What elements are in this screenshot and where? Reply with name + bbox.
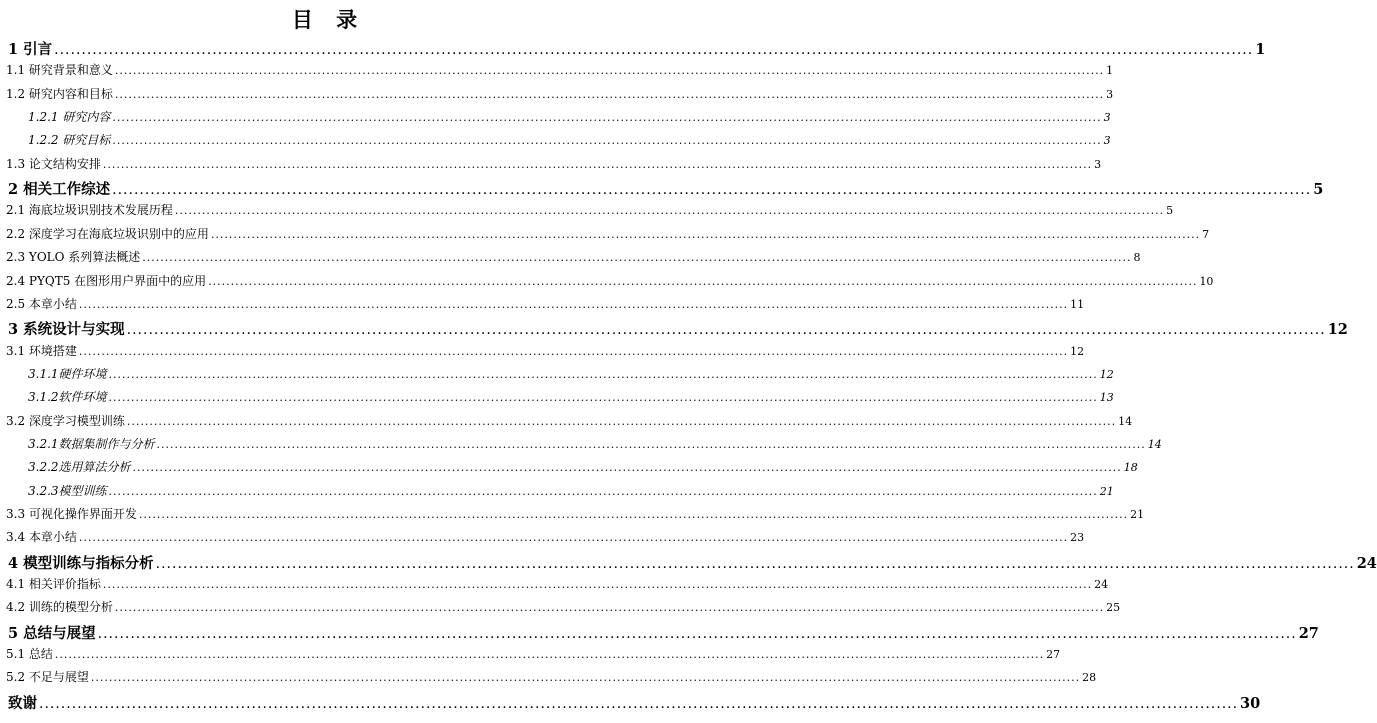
toc-entry-page: 28 (1082, 671, 1097, 685)
toc-entry[interactable] (28, 435, 1162, 452)
toc-entry-page: 25 (1106, 601, 1121, 615)
dot-leader: ............................................................................................................................................................................................................................ (126, 414, 1117, 428)
toc-entry[interactable] (6, 645, 1061, 662)
toc-entry-page: 8 (1133, 251, 1141, 265)
toc-entry[interactable] (6, 575, 1109, 592)
toc-entry[interactable] (6, 668, 1097, 685)
dot-leader: ............................................................................................................................................................................................................................ (108, 484, 1098, 498)
toc-entry-page: 12 (1099, 367, 1114, 381)
toc-entry-page: 5 (1313, 181, 1324, 199)
toc-entry[interactable] (28, 365, 1114, 382)
toc-entry[interactable] (6, 61, 1114, 78)
toc-entry-label: 4.1 相关评价指标 (6, 577, 101, 592)
dot-leader: ............................................................................................................................................................................................................................ (54, 648, 1045, 662)
toc-entry-label: 1 引言 (8, 41, 53, 58)
toc-entry-label: 4.2 训练的模型分析 (6, 600, 113, 615)
toc-entry[interactable] (8, 178, 1324, 199)
toc-entry-label: 5.1 总结 (6, 647, 53, 662)
dot-leader: ............................................................................................................................................................................................................................ (108, 391, 1098, 405)
dot-leader: ............................................................................................................................................................................................................................ (97, 625, 1297, 642)
toc-entry-page: 13 (1099, 391, 1114, 405)
dot-leader: ............................................................................................................................................................................................................................ (114, 87, 1105, 101)
toc-entry[interactable] (8, 38, 1266, 59)
toc-entry-label: 1.2 研究内容和目标 (6, 86, 113, 101)
toc-entry-page: 3 (1106, 87, 1114, 101)
toc-entry[interactable] (28, 131, 1111, 148)
dot-leader: ............................................................................................................................................................................................................................ (102, 157, 1093, 171)
dot-leader: ............................................................................................................................................................................................................................ (114, 64, 1105, 78)
dot-leader: ............................................................................................................................................................................................................................ (126, 322, 1326, 339)
toc-entry[interactable] (6, 598, 1121, 615)
dot-leader: ............................................................................................................................................................................................................................ (102, 578, 1093, 592)
toc-entry-label: 3.1.1硬件环境 (28, 366, 107, 381)
toc-entry[interactable] (28, 482, 1114, 499)
toc-entry[interactable] (6, 295, 1085, 312)
toc-entry-label: 3.2.3模型训练 (28, 483, 107, 498)
toc-entry[interactable] (6, 155, 1102, 172)
toc-entry-label: 5 总结与展望 (8, 624, 96, 642)
toc-entry-page: 3 (1103, 111, 1111, 125)
toc-entry-label: 3.2.2选用算法分析 (28, 460, 131, 475)
dot-leader: ............................................................................................................................................................................................................................ (90, 671, 1081, 685)
toc-entry[interactable] (6, 412, 1133, 429)
toc-entry-label: 2.1 海底垃圾识别技术发展历程 (6, 203, 173, 218)
toc-entry-page: 14 (1118, 414, 1133, 428)
toc-entry[interactable] (6, 201, 1174, 218)
toc-entry-page: 3 (1094, 157, 1102, 171)
toc-entry-page: 24 (1094, 578, 1109, 592)
toc-entry[interactable] (28, 108, 1111, 125)
dot-leader: ............................................................................................................................................................................................................................ (78, 531, 1069, 545)
toc-entry[interactable] (8, 552, 1377, 573)
toc-entry-label: 3 系统设计与实现 (8, 321, 125, 339)
dot-leader: ............................................................................................................................................................................................................................ (39, 695, 1239, 712)
toc-entry-label: 3.1.2软件环境 (28, 390, 107, 405)
dot-leader: ............................................................................................................................................................................................................................ (208, 274, 1198, 288)
toc-entry[interactable] (6, 342, 1085, 359)
toc-entry-page: 1 (1106, 64, 1114, 78)
dot-leader: ............................................................................................................................................................................................................................ (112, 111, 1102, 125)
toc-entry-label: 2 相关工作综述 (8, 181, 111, 199)
toc-entry-label: 1.2.2 研究目标 (28, 133, 111, 148)
dot-leader: ............................................................................................................................................................................................................................ (112, 134, 1102, 148)
toc-entry-label: 3.1 环境搭建 (6, 343, 77, 358)
toc-title: 目 录 (291, 7, 366, 32)
toc-entry[interactable] (8, 318, 1348, 339)
dot-leader: ............................................................................................................................................................................................................................ (155, 555, 1355, 572)
toc-entry-label: 2.2 深度学习在海底垃圾识别中的应用 (6, 226, 209, 241)
toc-entry-label: 1.3 论文结构安排 (6, 156, 101, 171)
dot-leader: ............................................................................................................................................................................................................................ (108, 367, 1098, 381)
dot-leader: ............................................................................................................................................................................................................................ (114, 601, 1105, 615)
toc-entry-label: 2.4 PYQT5 在图形用户界面中的应用 (6, 273, 207, 288)
toc-entry-label: 2.3 YOLO 系列算法概述 (6, 250, 141, 265)
toc-entry[interactable] (6, 528, 1085, 545)
toc-entry[interactable] (6, 505, 1145, 522)
dot-leader: ............................................................................................................................................................................................................................ (138, 508, 1129, 521)
toc-entry-page: 23 (1070, 531, 1085, 545)
dot-leader: ............................................................................................................................................................................................................................ (132, 461, 1122, 475)
toc-entry[interactable] (6, 248, 1141, 265)
toc-entry-label: 1.2.1 研究内容 (28, 110, 111, 125)
dot-leader: ............................................................................................................................................................................................................................ (156, 437, 1146, 451)
toc-entry-label: 致谢 (8, 694, 37, 712)
toc-entry-page: 14 (1147, 437, 1162, 451)
toc-entry-page: 18 (1123, 461, 1138, 475)
toc-entry-page: 27 (1046, 648, 1061, 662)
toc-entry-page: 7 (1202, 227, 1210, 241)
toc-entry-label: 5.2 不足与展望 (6, 670, 89, 685)
toc-entry[interactable] (6, 272, 1214, 289)
toc-entry-label: 1.1 研究背景和意义 (6, 63, 113, 78)
toc-entry-page: 12 (1327, 321, 1348, 339)
toc-entry[interactable] (8, 622, 1319, 643)
toc-entry-page: 21 (1130, 508, 1145, 521)
toc-entry-label: 3.4 本章小结 (6, 530, 77, 545)
toc-entry-label: 4 模型训练与指标分析 (8, 554, 154, 572)
toc-entry-label: 3.3 可视化操作界面开发 (6, 507, 137, 521)
toc-entry-label: 2.5 本章小结 (6, 296, 77, 311)
dot-leader: ............................................................................................................................................................................................................................ (78, 297, 1069, 311)
toc-entry-page: 27 (1298, 624, 1319, 642)
toc-entry-label: 3.2.1数据集制作与分析 (28, 436, 155, 451)
toc-entry-page: 10 (1199, 274, 1214, 288)
dot-leader: ............................................................................................................................................................................................................................ (112, 182, 1312, 199)
dot-leader: ............................................................................................................................................................................................................................ (54, 42, 1254, 58)
toc-entry-page: 5 (1166, 204, 1174, 218)
dot-leader: ............................................................................................................................................................................................................................ (78, 344, 1069, 358)
toc-entry-page: 30 (1240, 694, 1261, 712)
toc-entry-page: 12 (1070, 344, 1085, 358)
toc-entry-page: 3 (1103, 134, 1111, 148)
toc-entry[interactable] (6, 85, 1114, 102)
toc-entry-page: 21 (1099, 484, 1114, 498)
dot-leader: ............................................................................................................................................................................................................................ (174, 204, 1165, 218)
toc-entry[interactable] (28, 458, 1138, 475)
dot-leader: ............................................................................................................................................................................................................................ (210, 227, 1201, 241)
toc-entry-page: 1 (1255, 41, 1266, 58)
dot-leader: ............................................................................................................................................................................................................................ (142, 251, 1132, 265)
toc-entry-label: 3.2 深度学习模型训练 (6, 413, 125, 428)
toc-entry[interactable] (8, 692, 1261, 713)
toc-entry-page: 24 (1356, 554, 1377, 572)
toc-entry-page: 11 (1070, 297, 1085, 311)
toc-entry[interactable] (6, 225, 1210, 242)
toc-entry[interactable] (28, 388, 1114, 405)
